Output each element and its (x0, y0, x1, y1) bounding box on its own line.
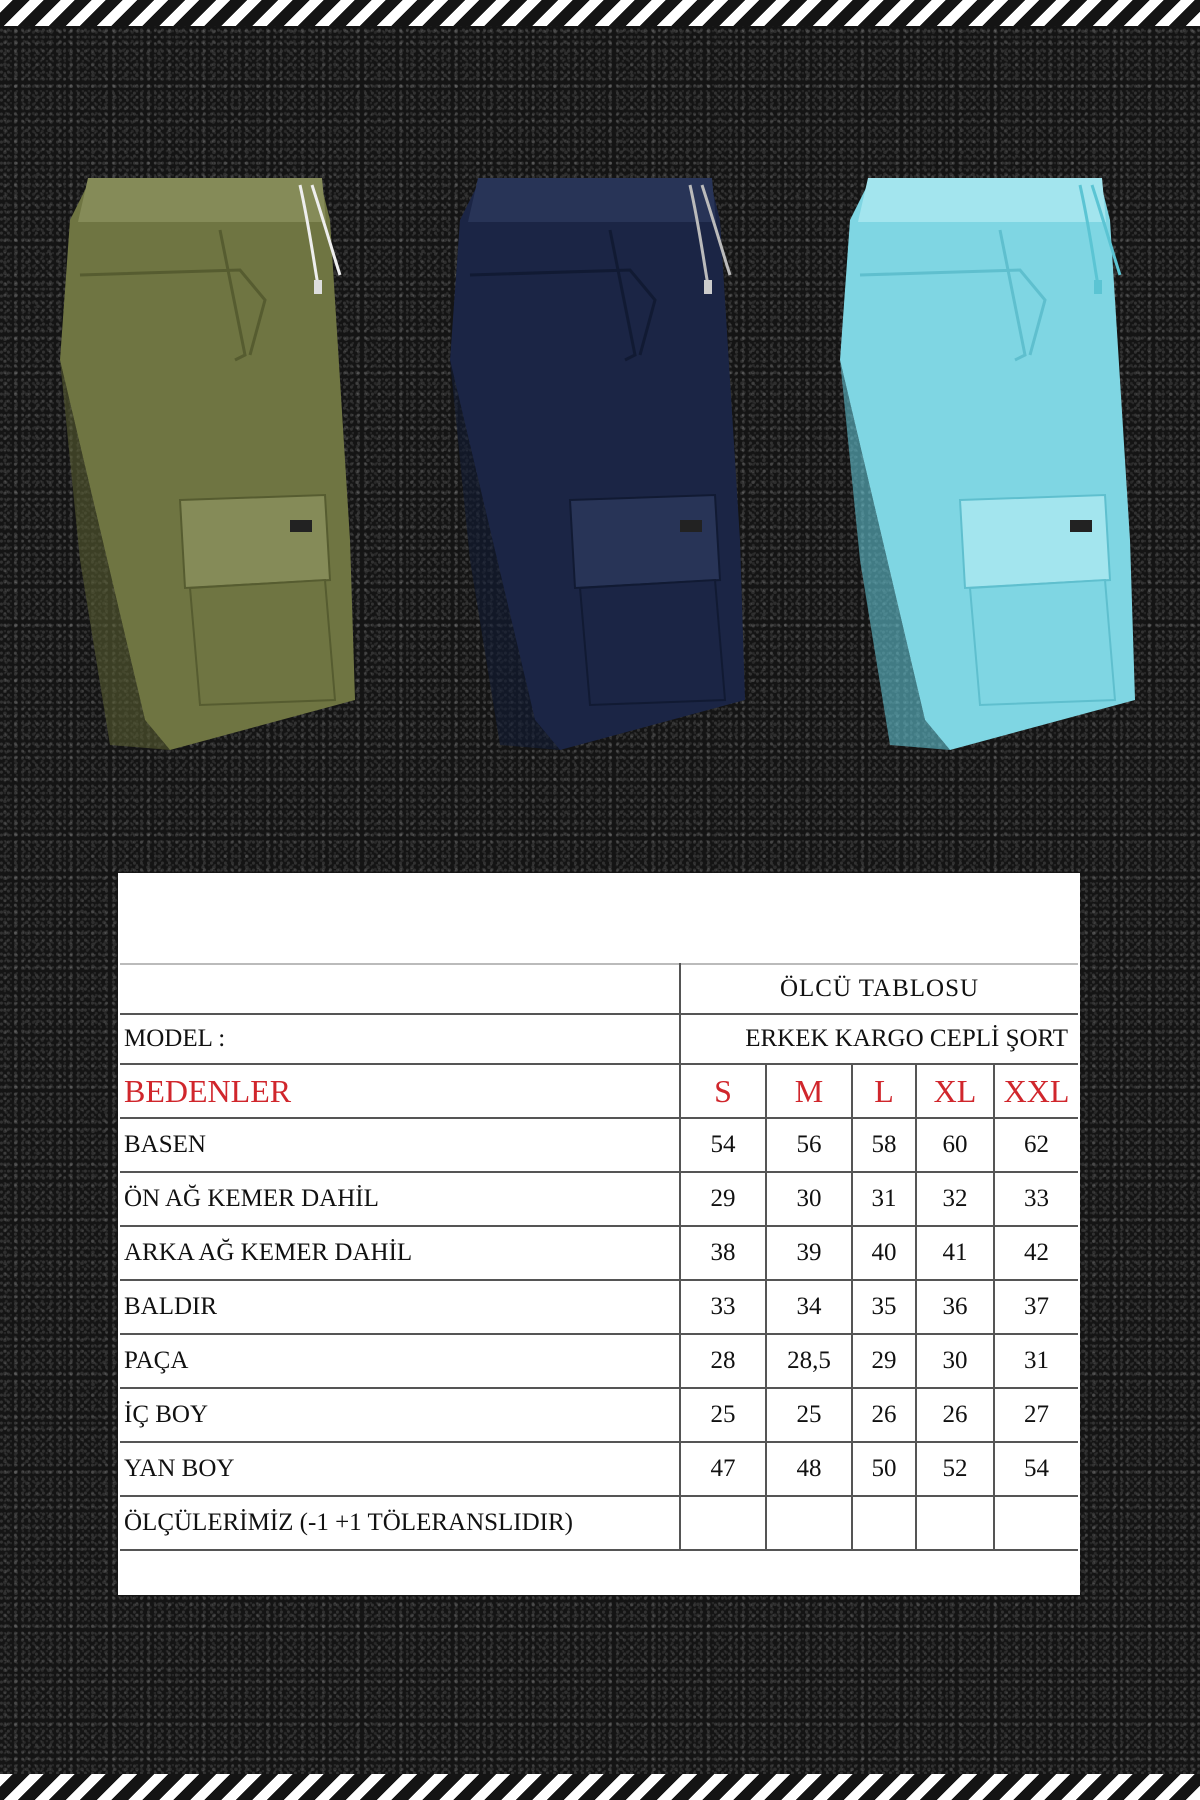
size-chart-card (118, 873, 1080, 1595)
cell-value: 26 (916, 1388, 994, 1442)
cell-value: 35 (852, 1280, 916, 1334)
table-row (120, 1172, 1078, 1226)
title-row (120, 964, 1078, 1014)
size-header-xxl: XXL (994, 1064, 1078, 1118)
product-gallery (40, 160, 1160, 780)
cell-value: 54 (680, 1118, 766, 1172)
cell-value: 25 (680, 1388, 766, 1442)
cell-value: 58 (852, 1118, 916, 1172)
row-label: BALDIR (120, 1280, 680, 1334)
bottom-stripe-border (0, 1774, 1200, 1800)
cell-value: 33 (994, 1172, 1078, 1226)
row-label: ÖN AĞ KEMER DAHİL (120, 1172, 680, 1226)
tolerance-note: ÖLÇÜLERİMİZ (-1 +1 TÖLERANSLIDIR) (120, 1496, 680, 1550)
size-header-xl: XL (916, 1064, 994, 1118)
tolerance-note-row (120, 1496, 1078, 1550)
table-row (120, 1280, 1078, 1334)
table-row (120, 1118, 1078, 1172)
table-row (120, 1226, 1078, 1280)
cell-value: 37 (994, 1280, 1078, 1334)
cell-value: 54 (994, 1442, 1078, 1496)
empty-cell (852, 1496, 916, 1550)
cargo-short-olive (60, 178, 355, 750)
cell-value: 41 (916, 1226, 994, 1280)
row-label: ARKA AĞ KEMER DAHİL (120, 1226, 680, 1280)
cell-value: 50 (852, 1442, 916, 1496)
cell-value: 33 (680, 1280, 766, 1334)
model-label: MODEL : (120, 1014, 680, 1064)
table-title: ÖLCÜ TABLOSU (680, 964, 1078, 1014)
size-chart-table (120, 963, 1078, 1551)
cell-value: 32 (916, 1172, 994, 1226)
cell-value: 29 (852, 1334, 916, 1388)
cell-value: 34 (766, 1280, 852, 1334)
product-image-aqua-short (830, 160, 1150, 760)
row-label: İÇ BOY (120, 1388, 680, 1442)
empty-cell (916, 1496, 994, 1550)
cell-value: 36 (916, 1280, 994, 1334)
cargo-short-navy (450, 178, 745, 750)
sizes-label: BEDENLER (120, 1064, 680, 1118)
table-row (120, 1388, 1078, 1442)
row-label: PAÇA (120, 1334, 680, 1388)
table-row (120, 1334, 1078, 1388)
sizes-header-row (120, 1064, 1078, 1118)
cell-value: 28,5 (766, 1334, 852, 1388)
empty-cell (680, 1496, 766, 1550)
cell-value: 42 (994, 1226, 1078, 1280)
cell-value: 56 (766, 1118, 852, 1172)
cell-value: 29 (680, 1172, 766, 1226)
cell-value: 31 (994, 1334, 1078, 1388)
table-row (120, 1442, 1078, 1496)
product-image-navy-short (440, 160, 760, 760)
cell-value: 28 (680, 1334, 766, 1388)
size-header-m: M (766, 1064, 852, 1118)
cell-value: 26 (852, 1388, 916, 1442)
cell-value: 40 (852, 1226, 916, 1280)
cell-value: 39 (766, 1226, 852, 1280)
product-image-olive-short (50, 160, 370, 760)
size-header-l: L (852, 1064, 916, 1118)
empty-cell (766, 1496, 852, 1550)
cell-value: 62 (994, 1118, 1078, 1172)
model-row (120, 1014, 1078, 1064)
title-row-empty-cell (120, 964, 680, 1014)
model-name: ERKEK KARGO CEPLİ ŞORT (680, 1014, 1078, 1064)
cell-value: 52 (916, 1442, 994, 1496)
cell-value: 25 (766, 1388, 852, 1442)
row-label: BASEN (120, 1118, 680, 1172)
cell-value: 38 (680, 1226, 766, 1280)
cell-value: 48 (766, 1442, 852, 1496)
cargo-short-aqua (840, 178, 1135, 750)
empty-cell (994, 1496, 1078, 1550)
row-label: YAN BOY (120, 1442, 680, 1496)
cell-value: 30 (766, 1172, 852, 1226)
cell-value: 31 (852, 1172, 916, 1226)
cell-value: 30 (916, 1334, 994, 1388)
cell-value: 27 (994, 1388, 1078, 1442)
top-stripe-border (0, 0, 1200, 26)
cell-value: 60 (916, 1118, 994, 1172)
cell-value: 47 (680, 1442, 766, 1496)
size-header-s: S (680, 1064, 766, 1118)
